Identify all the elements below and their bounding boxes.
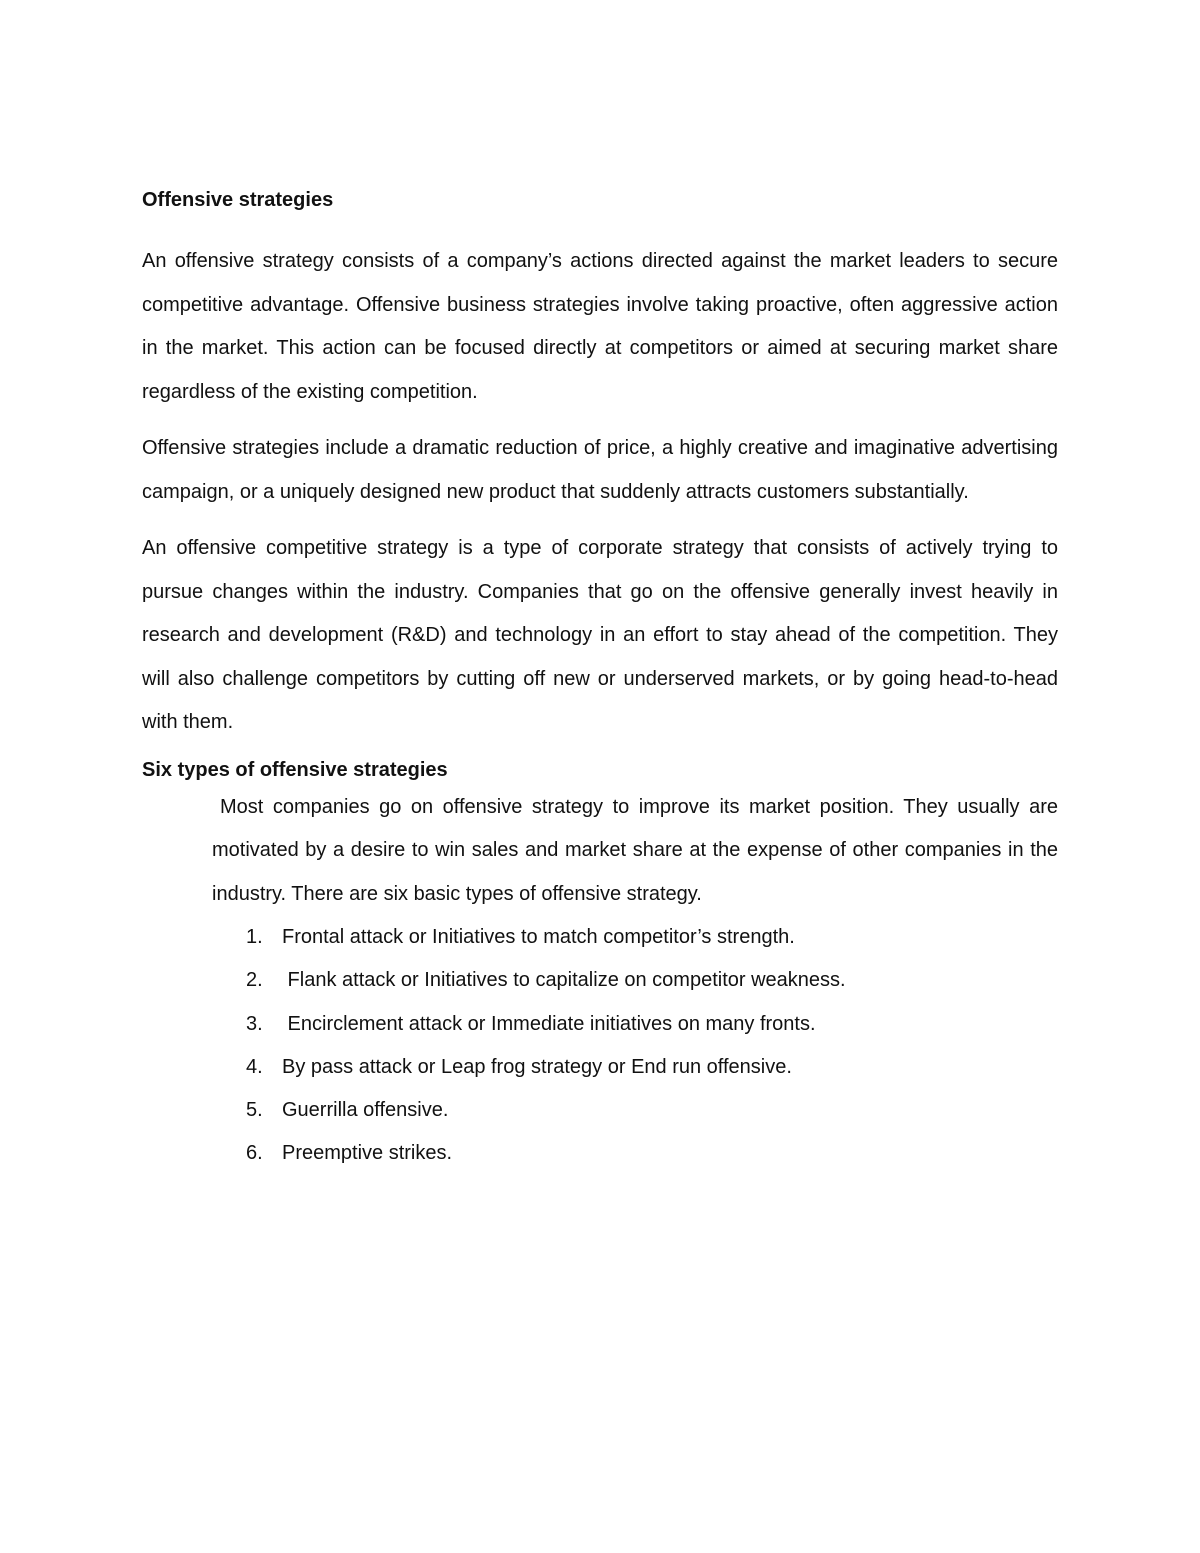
list-text: Preemptive strikes. bbox=[282, 1142, 453, 1165]
paragraph: An offensive competitive strategy is a type of corporate strategy that consists of actively trying to pursue changes within the industry. Companies that go on the offensive generally invest heavily in research and development (R&D) and technology in an effort to stay ahead of the competition. They will also challenge competitors by cutting off new or underserved markets, or by going head-to-head with them. bbox=[142, 537, 1058, 733]
paragraph: Offensive strategies include a dramatic reduction of price, a highly creative and imaginative advertising campaign, or a uniquely designed new product that suddenly attracts customers substantially. bbox=[142, 437, 1058, 503]
list-number: 1. bbox=[246, 926, 263, 948]
list-number: 3. bbox=[246, 1012, 263, 1035]
intro-paragraph: Most companies go on offensive strategy to improve its market position. They usually are motivated by a desire to win sales and market share at the expense of other companies in the industry. There are six basic types of offensive strategy. bbox=[212, 795, 1058, 905]
section-heading-six-types: Six types of offensive strategies bbox=[142, 758, 448, 781]
document-body bbox=[142, 188, 1058, 1176]
list-text: By pass attack or Leap frog strategy or End run offensive. bbox=[282, 1055, 792, 1078]
list-item bbox=[212, 959, 1058, 1002]
paragraph: An offensive strategy consists of a company’s actions directed against the market leaders to secure competitive advantage. Offensive business strategies involve taking proactive, often aggressive action in the market. This action can be focused directly at competitors or aimed at securing market share regardless of the existing competition. bbox=[142, 250, 1058, 403]
list-number: 5. bbox=[246, 1099, 263, 1122]
section-heading-offensive-strategies: Offensive strategies bbox=[142, 189, 334, 211]
list-text: Guerrilla offensive. bbox=[282, 1099, 449, 1122]
list-item bbox=[212, 1046, 1058, 1089]
indented-section bbox=[212, 786, 1058, 1176]
list-item bbox=[212, 1089, 1058, 1132]
list-text: Flank attack or Initiatives to capitalize on competitor weakness. bbox=[282, 969, 846, 992]
strategy-list bbox=[212, 916, 1058, 1176]
list-number: 6. bbox=[246, 1142, 263, 1165]
list-number: 4. bbox=[246, 1055, 263, 1078]
list-number: 2. bbox=[246, 969, 263, 992]
list-item bbox=[212, 1132, 1058, 1175]
list-item bbox=[212, 1003, 1058, 1046]
list-text: Encirclement attack or Immediate initiatives on many fronts. bbox=[282, 1012, 816, 1035]
list-item bbox=[212, 916, 1058, 959]
list-text: Frontal attack or Initiatives to match competitor’s strength. bbox=[282, 926, 795, 948]
